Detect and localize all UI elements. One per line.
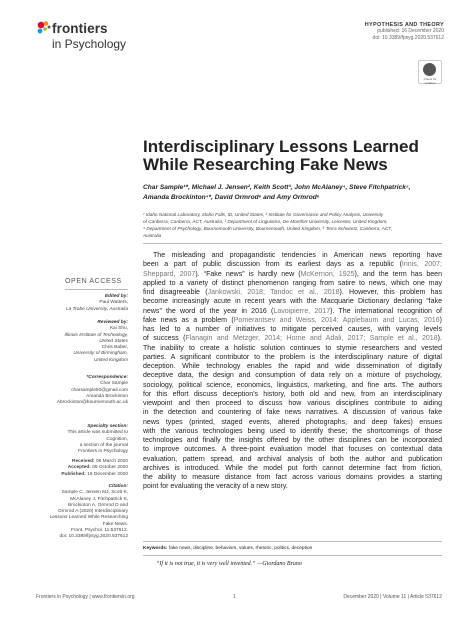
abstract-line: find disagreeable (Jankowski, 2018; Tandoc et al., 2018). However, this problem has [143, 289, 442, 296]
affiliation-line: of Canberra, Canberra, ACT, Australia, ³ Department of Linguistics, De Montfort University, Leicester, United Kingdom, [143, 219, 388, 224]
citation-line: Sample C, Jensen MJ, Scott K, [61, 490, 128, 496]
received-date: Received: 06 March 2020 [71, 459, 128, 464]
specialty-line: Cognition, [106, 436, 128, 442]
abstract-line: news” the word of the year in 2016 (Lavoipierre, 2017). The international recognition of [143, 307, 442, 315]
abstract-line: news types (printed, staged events, altered photographs, and deep fakes) ensues [143, 418, 442, 426]
abstract-line: with the various technologies being used to identify these; the shortcomings of those [143, 427, 442, 435]
abstract-line: has led to a number of initiatives to mitigate perceived causes, with varying levels [143, 326, 442, 333]
reviewed-by-heading: Reviewed by: [97, 320, 128, 325]
abstract-text [143, 251, 442, 492]
title-divider [143, 243, 442, 244]
reviewer-name: Chris Baber, [101, 345, 128, 351]
affiliation-line: ⁴ Department of Psychology, Bournemouth University, Bournemouth, United Kingdom, ⁵ Terra Schwartz, Canberra, ACT, [143, 226, 392, 231]
reviewer-affiliation: United Kingdom [93, 357, 128, 363]
open-access-label: OPEN ACCESS [65, 278, 122, 285]
editor-name: Paul Watters, [99, 300, 128, 306]
abstract-line: technologies and finally the insights offered by the other disciplines can be incorporated [143, 437, 442, 444]
doi-link[interactable]: doi: 10.3389/fpsyg.2020.537612 [372, 35, 444, 41]
title-line: While Researching Fake News [143, 155, 388, 174]
reviewer-affiliation: University of Birmingham, [73, 351, 128, 357]
reviewer-name: Kai Shu, [109, 326, 128, 332]
dates-section [18, 459, 128, 478]
footer-journal: Frontiers in Psychology | www.frontiersin.org [36, 594, 135, 600]
reviewer-affiliation: Illinois Institute of Technology, [64, 332, 128, 338]
abstract-line: in the detection and countering of fake news narratives. A discussion of various fake [143, 409, 442, 417]
keywords-list: fake news, discipline, behaviors, values, rhetoric, politics, deception [168, 546, 313, 551]
abstract-line: viewpoint and then proceed to discuss how various disciplines contribute to aiding [143, 400, 442, 407]
abstract-line: for this effort discuss deception’s history, both old and new, from an interdisciplinary [143, 390, 442, 398]
keywords-line [143, 546, 442, 551]
editor-affiliation: La Trobe University, Australia [65, 306, 128, 312]
reviewed-by-section [18, 320, 128, 364]
abstract-line: the ability to measure distance from fact across various domains provides a starting [143, 474, 442, 481]
citation-line: Ormrod A (2020) Interdisciplinary [57, 509, 128, 515]
corresponding-author: Char Sample [100, 381, 128, 387]
affiliation-line: Australia [143, 233, 162, 238]
page-footer [36, 594, 442, 604]
abstract-line: of success (Flanagin and Metzger, 2014; Horne and Adali, 2017; Sample et al., 2018). [143, 335, 442, 343]
quote-divider [143, 555, 442, 556]
citation-line: Lessons Learned While Researching [49, 515, 128, 521]
abstract-line: The inability to create a holistic solution continues to stymie researchers and vested [143, 344, 442, 352]
abstract-line: deceptive data, the design and consumption of data rely on a mixture of psychology, [143, 372, 442, 380]
citation-line: McAlaney J, Fitchpatrick S, [70, 496, 128, 502]
author-line: Amanda Brockinton⁴*, David Ormrod⁶ and Amy Ormrod⁶ [143, 193, 320, 201]
corresponding-email[interactable]: charsample50@gmail.com [71, 387, 128, 393]
author-line: Char Sample¹*, Michael J. Jensen², Keith Scott³, John McAlaney⁴, Steve Fitchpatrick⁵, [143, 184, 411, 191]
journal-logo [36, 20, 136, 56]
correspondence-heading: *Correspondence: [86, 375, 128, 380]
article-meta-header [244, 22, 444, 42]
sidebar-divider [65, 289, 128, 290]
edited-by-section [18, 294, 128, 313]
update-icon [423, 63, 436, 76]
footer-volume: December 2020 | Volume 11 | Article 537612 [343, 594, 442, 600]
abstract-line: point for evaluating the veracity of a new story. [143, 483, 288, 491]
epigraph-quote: “If it is not true, it is very well invented.” —Giordano Bruno [156, 561, 302, 567]
reviewer-affiliation: United States [99, 338, 128, 344]
citation-line: Brockinton A, Ormrod D and [68, 502, 128, 508]
logo-name: frontiers [52, 21, 108, 36]
page-number: 1 [233, 594, 236, 600]
abstract-line: Sheppard, 2007). “Fake news” is hardly new (McKernon, 1925), and the term has been [143, 270, 443, 278]
citation-line: Fake News. [102, 521, 128, 527]
check-for-updates-badge[interactable] [418, 60, 442, 84]
specialty-line: a section of the journal [79, 442, 128, 448]
corresponding-author: Amanda Brockinton [86, 393, 128, 399]
published-date-sidebar: Published: 16 December 2020 [61, 471, 128, 477]
abstract-line: parties. A significant contributor to the problem is the interdisciplinary nature of digital [143, 353, 442, 361]
article-title [143, 138, 443, 174]
abstract-line: archives is introduced. While the model put forth cannot determine fact from fiction, [143, 464, 442, 472]
title-line: Interdisciplinary Lessons Learned [143, 137, 419, 156]
citation-line[interactable]: doi: 10.3389/fpsyg.2020.537612 [59, 534, 128, 540]
abstract-line: become increasingly acute in recent years with the Macquarie Dictionary declaring “fake [143, 298, 442, 306]
author-list [143, 183, 443, 202]
abstract-line: fake news as a problem (Pomerantsev and Weiss, 2014; Applebaum and Lucas, 2016) [143, 316, 442, 324]
abstract-line: applied to a variety of distinct phenomenon ranging from satire to news, which one may [143, 279, 442, 287]
updates-label: Check for updates [423, 77, 437, 85]
logo-subtitle: in Psychology [52, 37, 127, 51]
specialty-heading: Specialty section: [87, 424, 128, 429]
correspondence-section [18, 375, 128, 406]
corresponding-email[interactable]: Abrockinton@bournemouth.ac.uk [56, 400, 128, 406]
abstract-line: to improve outcomes. A three-point evaluation model that focuses on contextual data [143, 446, 442, 454]
affiliations [143, 211, 443, 239]
abstract-line: been a part of public discussion from its earliest days as a republic (Innis, 2007; [143, 261, 443, 269]
citation-section [18, 484, 128, 541]
article-type: HYPOTHESIS AND THEORY [364, 22, 444, 28]
accepted-date: Accepted: 06 October 2020 [67, 465, 128, 471]
specialty-section [18, 424, 128, 455]
abstract-line: deception. While technology enables the rapid and wide dissemination of digitally [143, 363, 442, 370]
keywords-label: Keywords: [143, 546, 168, 551]
abstract-line: evaluation, pattern spread, and archival analysis of both the author and publication [143, 455, 442, 463]
specialty-line: This article was submitted to [67, 430, 128, 436]
citation-line: Front. Psychol. 11:537612. [71, 528, 128, 534]
keywords-divider [143, 541, 442, 542]
citation-heading: Citation: [108, 484, 128, 489]
edited-by-heading: Edited by: [104, 294, 128, 299]
abstract-line: sociology, political science, economics, linguistics, marketing, and fine arts. The authors [143, 381, 442, 389]
specialty-line: Frontiers in Psychology [78, 449, 128, 455]
published-date: published: 16 December 2020 [377, 28, 444, 34]
abstract-line: The misleading and propagandistic tendencies in American news reporting have [153, 252, 442, 259]
affiliation-line: ¹ Idaho National Laboratory, Idaho Falls, ID, United States, ² Institute for Governance and Policy Analysis, University [143, 212, 384, 217]
